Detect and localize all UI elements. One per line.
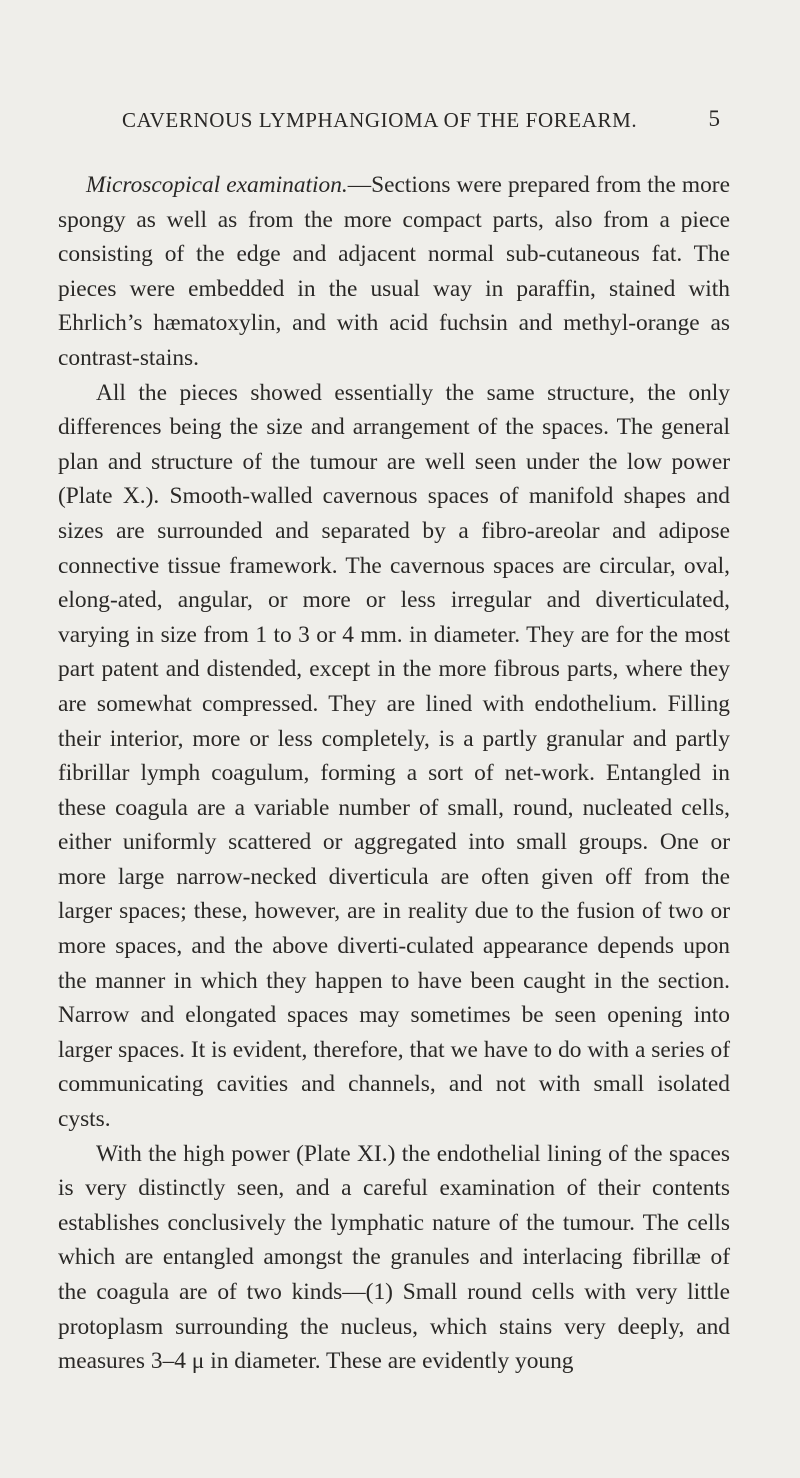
section-lead: Microscopical examination. (86, 172, 348, 198)
page-number: 5 (708, 106, 720, 131)
paragraph-1-text: —Sections were prepared from the more spongy as well as from the more compact parts, also from a piece consisting of the edge and adjacent normal sub-cutaneous fat. The pieces were embedded in the usual way in paraffin, stained with Ehrlich’s hæmatoxylin, and with acid fuchsin and methyl-orange as contrast-stains. (58, 172, 730, 371)
paragraph-structure: All the pieces showed essentially the same structure, the only differences being the size and arrangement of the spaces. The general plan and structure of the tumour are well seen under the low power (Plate X.). Smooth-walled cavernous spaces of manifold shapes and sizes are surrounded and separated by a fibro-areolar and adipose connective tissue framework. The cavernous spaces are circular, oval, elong-ated, angular, or more or less irregular and diverticulated, varying in size from 1 to 3 or 4 mm. in diameter. They are for the most part patent and distended, except in the more fibrous parts, where they are somewhat compressed. They are lined with endothelium. Filling their interior, more or less completely, is a partly granular and partly fibrillar lymph coagulum, forming a sort of net-work. Entangled in these coagula are a variable number of small, round, nucleated cells, either uniformly scattered or aggregated into small groups. One or more large narrow-necked diverticula are often given off from the larger spaces; these, however, are in reality due to the fusion of two or more spaces, and the above diverti-culated appearance depends upon the manner in which they happen to have been caught in the section. Narrow and elongated spaces may sometimes be seen opening into larger spaces. It is evident, therefore, that we have to do with a series of communicating cavities and channels, and not with small isolated cysts. (58, 379, 730, 1133)
body-text (58, 168, 730, 1379)
paragraph-high-power: With the high power (Plate XI.) the endothelial lining of the spaces is very distinctly seen, and a careful examination of their contents establishes conclusively the lymphatic nature of the tumour. The cells which are entangled amongst the granules and interlacing fibrillæ of the coagula are of two kinds—(1) Small round cells with very little protoplasm surrounding the nucleus, which stains very deeply, and measures 3–4 μ in diameter. These are evidently young (58, 1140, 730, 1375)
running-title: CAVERNOUS LYMPHANGIOMA OF THE FOREARM. (122, 108, 638, 132)
book-page (0, 108, 800, 1478)
running-head (58, 108, 730, 152)
paragraph-microscopical-examination (58, 168, 730, 376)
